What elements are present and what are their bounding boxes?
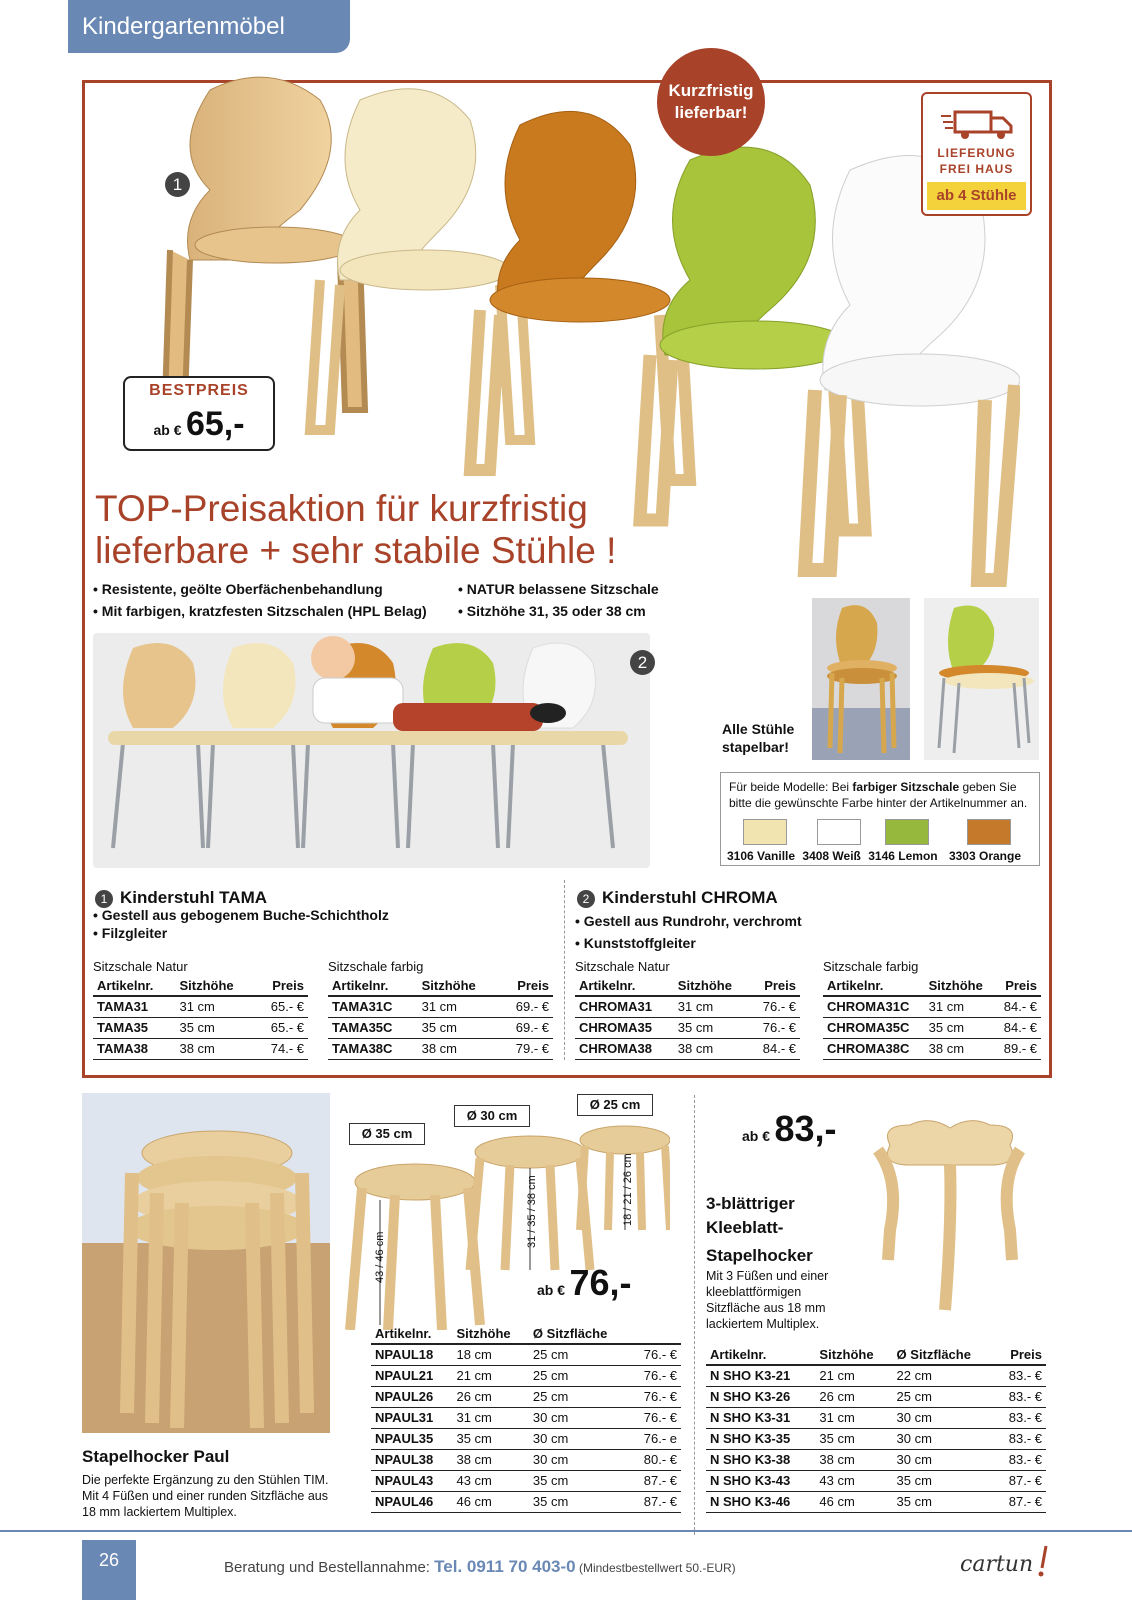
table-cell: 76.- €	[750, 996, 800, 1017]
table-cell: 25 cm	[893, 1386, 995, 1407]
table-cell: 30 cm	[529, 1449, 630, 1470]
bestpreis-price: 65,-	[185, 405, 245, 443]
table-cell: 18 cm	[452, 1344, 528, 1365]
swatch-label-weiss: 3408 Weiß	[802, 849, 861, 863]
table-cell: 35 cm	[893, 1491, 995, 1512]
table-cell: 83.- €	[995, 1365, 1046, 1386]
table-row	[706, 1491, 1046, 1512]
swatch-orange	[967, 819, 1011, 845]
marker-1: 1	[165, 172, 190, 197]
table-cell: NPAUL21	[371, 1365, 452, 1386]
table-cell: 26 cm	[815, 1386, 892, 1407]
table-cell: N SHO K3-21	[706, 1365, 815, 1386]
swatch-label-vanille: 3106 Vanille	[727, 849, 796, 863]
dim-height-1: 43 / 46 cm	[374, 1231, 386, 1283]
chair-white	[805, 155, 1020, 580]
table-cell: 38 cm	[815, 1449, 892, 1470]
dim-35: Ø 35 cm	[349, 1123, 425, 1145]
table-cell: 35 cm	[674, 1017, 750, 1038]
table-cell: 35 cm	[175, 1017, 255, 1038]
table-cell: 21 cm	[815, 1365, 892, 1386]
bestpreis-box: BESTPREIS ab € 65,-	[123, 376, 275, 451]
table-cell: 30 cm	[893, 1407, 995, 1428]
table-row	[371, 1470, 681, 1491]
table-cell: 35 cm	[925, 1017, 995, 1038]
cartun-logo: cartun	[960, 1552, 1034, 1577]
swatch-label-orange: 3303 Orange	[948, 849, 1021, 863]
footer-phone: Tel. 0911 70 403-0	[434, 1557, 576, 1576]
table-cell: 83.- €	[995, 1428, 1046, 1449]
chair-orange	[470, 111, 690, 480]
table-cell: N SHO K3-46	[706, 1491, 815, 1512]
chroma-farbig-caption: Sitzschale farbig	[823, 959, 919, 974]
table-cell: 87.- €	[630, 1470, 681, 1491]
table-row	[706, 1449, 1046, 1470]
paul-price: ab € 76,-	[537, 1262, 632, 1303]
table-cell: 35 cm	[529, 1491, 630, 1512]
table-cell: NPAUL26	[371, 1386, 452, 1407]
table-cell: 25 cm	[529, 1365, 630, 1386]
table-row	[328, 996, 553, 1017]
table-cell: NPAUL38	[371, 1449, 452, 1470]
table-row	[371, 1407, 681, 1428]
marker-chroma: 2	[577, 890, 595, 908]
table-cell: 31 cm	[815, 1407, 892, 1428]
table-cell: 38 cm	[925, 1038, 995, 1059]
chroma-natur-caption: Sitzschale Natur	[575, 959, 670, 974]
tama-bullets: • Gestell aus gebogenem Buche-Schichtholz • Filzgleiter	[93, 907, 389, 941]
table-cell: 89.- €	[995, 1038, 1041, 1059]
table-cell: 43 cm	[815, 1470, 892, 1491]
table-row	[706, 1470, 1046, 1491]
paul-title: Stapelhocker Paul	[82, 1447, 230, 1466]
table-cell: 76.- €	[750, 1017, 800, 1038]
table-cell: N SHO K3-35	[706, 1428, 815, 1449]
table-cell: 38 cm	[452, 1449, 528, 1470]
table-row	[371, 1428, 681, 1449]
table-cell: CHROMA35	[575, 1017, 674, 1038]
table-cell: 22 cm	[893, 1365, 995, 1386]
table-row	[823, 1038, 1041, 1059]
table-cell: 83.- €	[995, 1449, 1046, 1470]
color-selection-box: Für beide Modelle: Bei farbiger Sitzschale geben Sie bitte die gewünschte Farbe hinter der Artikelnummer an. 3106 Vanille 3408 Weiß 3146 Lemon 3303 Orange	[720, 772, 1040, 866]
table-cell: 35 cm	[452, 1428, 528, 1449]
table-cell: 26 cm	[452, 1386, 528, 1407]
table-cell: N SHO K3-38	[706, 1449, 815, 1470]
available-soon-badge: Kurzfristig lieferbar!	[657, 48, 765, 156]
section-tab: Kindergartenmöbel	[68, 0, 350, 53]
page-number: 26	[82, 1540, 136, 1600]
klee-title: 3-blättriger Kleeblatt- Stapelhocker	[706, 1194, 813, 1265]
swatch-lemon	[885, 819, 929, 845]
tama-farbig-caption: Sitzschale farbig	[328, 959, 424, 974]
table-cell: CHROMA31C	[823, 996, 925, 1017]
table-row	[371, 1491, 681, 1512]
table-row	[328, 1038, 553, 1059]
table-cell: 69.- €	[499, 1017, 553, 1038]
table-cell: 31 cm	[674, 996, 750, 1017]
table-cell: 84.- €	[995, 996, 1041, 1017]
table-cell: NPAUL18	[371, 1344, 452, 1365]
table-cell: 80.- €	[630, 1449, 681, 1470]
table-cell: 30 cm	[893, 1428, 995, 1449]
table-cell: 35 cm	[815, 1428, 892, 1449]
table-cell: NPAUL43	[371, 1470, 452, 1491]
table-cell: 31 cm	[925, 996, 995, 1017]
table-cell: 65.- €	[255, 1017, 308, 1038]
table-row	[328, 1017, 553, 1038]
table-cell: 46 cm	[452, 1491, 528, 1512]
table-cell: CHROMA35C	[823, 1017, 925, 1038]
table-cell: 30 cm	[893, 1449, 995, 1470]
table-cell: N SHO K3-31	[706, 1407, 815, 1428]
table-cell: 35 cm	[529, 1470, 630, 1491]
table-cell: 43 cm	[452, 1470, 528, 1491]
table-cell: NPAUL35	[371, 1428, 452, 1449]
tama-title: Kinderstuhl TAMA	[120, 888, 268, 907]
table-cell: 83.- €	[995, 1407, 1046, 1428]
table-cell: 31 cm	[418, 996, 499, 1017]
footer-rule	[0, 1530, 1132, 1532]
features-right: • NATUR belassene Sitzschale • Sitzhöhe 31, 35 oder 38 cm	[458, 581, 659, 619]
klee-price: ab € 83,-	[742, 1108, 837, 1149]
table-cell: NPAUL46	[371, 1491, 452, 1512]
table-cell: 84.- €	[995, 1017, 1041, 1038]
klee-table: Artikelnr. Sitzhöhe Ø Sitzfläche Preis N SHO K3-21 21 cm 22 cm 83.- € N SHO K3-26 26 cm 25 cm 83.- € N SHO K3-31 31 cm 30 cm 83.- € N SHO K3-35 35 cm 30 cm 83.- € N SHO K3-38 38 cm 30 cm 83.- € N SHO K3-43 43 cm 35 cm 87.- € N SHO K3-46 46 cm 35 cm 87.- €	[706, 1345, 1046, 1513]
table-cell: NPAUL31	[371, 1407, 452, 1428]
section-divider-2	[694, 1095, 695, 1535]
table-row	[93, 996, 308, 1017]
table-cell: N SHO K3-26	[706, 1386, 815, 1407]
table-cell: CHROMA38C	[823, 1038, 925, 1059]
table-cell: 87.- €	[995, 1491, 1046, 1512]
chroma-chairs-photo	[93, 633, 650, 868]
table-row	[706, 1365, 1046, 1386]
tama-natur-caption: Sitzschale Natur	[93, 959, 188, 974]
klee-description: Mit 3 Füßen und einer kleeblattförmigen Sitzfläche aus 18 mm lackiertem Multiplex.	[706, 1269, 829, 1331]
table-cell: CHROMA38	[575, 1038, 674, 1059]
table-row	[823, 1017, 1041, 1038]
paul-description: Die perfekte Ergänzung zu den Stühlen TIM. Mit 4 Füßen und einer runden Sitzfläche aus 18 mm lackiertem Multiplex.	[82, 1473, 329, 1519]
table-cell: 76.- €	[630, 1365, 681, 1386]
marker-tama: 1	[95, 890, 113, 908]
tama-natur-table: Artikelnr. Sitzhöhe Preis TAMA31 31 cm 65.- € TAMA35 35 cm 65.- € TAMA38 38 cm 74.- €	[93, 976, 308, 1060]
table-cell: 21 cm	[452, 1365, 528, 1386]
dim-30: Ø 30 cm	[454, 1105, 530, 1127]
table-cell: 38 cm	[418, 1038, 499, 1059]
table-cell: CHROMA31	[575, 996, 674, 1017]
table-cell: 87.- €	[995, 1470, 1046, 1491]
table-cell: 25 cm	[529, 1344, 630, 1365]
tama-farbig-table: Artikelnr. Sitzhöhe Preis TAMA31C 31 cm 69.- € TAMA35C 35 cm 69.- € TAMA38C 38 cm 79.- €	[328, 976, 553, 1060]
table-cell: TAMA38	[93, 1038, 175, 1059]
table-row	[371, 1386, 681, 1407]
dim-25: Ø 25 cm	[577, 1094, 653, 1116]
table-cell: 46 cm	[815, 1491, 892, 1512]
table-cell: 25 cm	[529, 1386, 630, 1407]
chroma-natur-table: Artikelnr. Sitzhöhe Preis CHROMA31 31 cm 76.- € CHROMA35 35 cm 76.- € CHROMA38 38 cm 84.- €	[575, 976, 800, 1060]
paul-stacked-photo	[82, 1093, 330, 1433]
stackable-note: Alle Stühle stapelbar!	[722, 721, 795, 755]
table-row	[575, 1017, 800, 1038]
table-cell: TAMA31C	[328, 996, 418, 1017]
table-row	[575, 1038, 800, 1059]
table-cell: 31 cm	[452, 1407, 528, 1428]
table-row	[93, 1017, 308, 1038]
table-cell: 38 cm	[175, 1038, 255, 1059]
features-left: • Resistente, geölte Oberfächenbehandlung • Mit farbigen, kratzfesten Sitzschalen (HPL Belag)	[93, 581, 427, 619]
table-cell: 30 cm	[529, 1428, 630, 1449]
table-cell: 38 cm	[674, 1038, 750, 1059]
free-delivery-badge: LIEFERUNG FREI HAUS ab 4 Stühle	[921, 92, 1032, 216]
stacked-tama-photo	[812, 598, 910, 760]
table-cell: 76.- e	[630, 1428, 681, 1449]
paul-table: Artikelnr. Sitzhöhe Ø Sitzfläche NPAUL18 18 cm 25 cm 76.- € NPAUL21 21 cm 25 cm 76.- € NPAUL26 26 cm 25 cm 76.- € NPAUL31 31 cm 30 cm 76.- € NPAUL35 35 cm 30 cm 76.- e NPAUL38 38 cm 30 cm 80.- € NPAUL43 43 cm 35 cm 87.- € NPAUL46 46 cm 35 cm 87.- €	[371, 1324, 681, 1513]
swatch-label-lemon: 3146 Lemon	[868, 849, 938, 863]
table-cell: 76.- €	[630, 1386, 681, 1407]
table-cell: 76.- €	[630, 1344, 681, 1365]
kleeblatt-stool-image	[860, 1120, 1035, 1315]
logo-mark-icon	[1036, 1544, 1052, 1580]
table-cell: TAMA38C	[328, 1038, 418, 1059]
delivery-highlight: ab 4 Stühle	[927, 182, 1026, 210]
page-headline: TOP-Preisaktion für kurzfristig lieferbare + sehr stabile Stühle !	[95, 488, 617, 571]
table-cell: 87.- €	[630, 1491, 681, 1512]
table-row	[823, 996, 1041, 1017]
table-cell: 35 cm	[418, 1017, 499, 1038]
table-row	[371, 1344, 681, 1365]
table-row	[371, 1449, 681, 1470]
table-row	[706, 1407, 1046, 1428]
swatch-weiss	[817, 819, 861, 845]
chroma-bullets: • Gestell aus Rundrohr, verchromt • Kunststoffgleiter	[575, 913, 802, 951]
table-row	[93, 1038, 308, 1059]
marker-2: 2	[630, 650, 655, 675]
table-row	[706, 1428, 1046, 1449]
table-cell: 79.- €	[499, 1038, 553, 1059]
footer-contact: Beratung und Bestellannahme: Tel. 0911 70 403-0 (Mindestbestellwert 50.-EUR)	[224, 1557, 736, 1576]
table-cell: 74.- €	[255, 1038, 308, 1059]
table-row	[371, 1365, 681, 1386]
section-divider	[564, 880, 565, 1060]
table-cell: 31 cm	[175, 996, 255, 1017]
table-cell: 69.- €	[499, 996, 553, 1017]
chroma-farbig-table: Artikelnr. Sitzhöhe Preis CHROMA31C 31 cm 84.- € CHROMA35C 35 cm 84.- € CHROMA38C 38 cm 89.- €	[823, 976, 1041, 1060]
table-cell: 65.- €	[255, 996, 308, 1017]
table-cell: TAMA31	[93, 996, 175, 1017]
chroma-title: Kinderstuhl CHROMA	[602, 888, 778, 907]
table-row	[706, 1386, 1046, 1407]
table-cell: TAMA35	[93, 1017, 175, 1038]
swatch-vanille	[743, 819, 787, 845]
truck-icon	[941, 106, 1017, 142]
table-cell: N SHO K3-43	[706, 1470, 815, 1491]
table-cell: 76.- €	[630, 1407, 681, 1428]
table-cell: 35 cm	[893, 1470, 995, 1491]
dim-height-3: 18 / 21 / 26 cm	[622, 1153, 634, 1226]
table-cell: 83.- €	[995, 1386, 1046, 1407]
table-cell: 84.- €	[750, 1038, 800, 1059]
stacked-chroma-photo	[924, 598, 1039, 760]
table-cell: TAMA35C	[328, 1017, 418, 1038]
table-cell: 30 cm	[529, 1407, 630, 1428]
table-row	[575, 996, 800, 1017]
dim-height-2: 31 / 35 / 38 cm	[526, 1175, 538, 1248]
